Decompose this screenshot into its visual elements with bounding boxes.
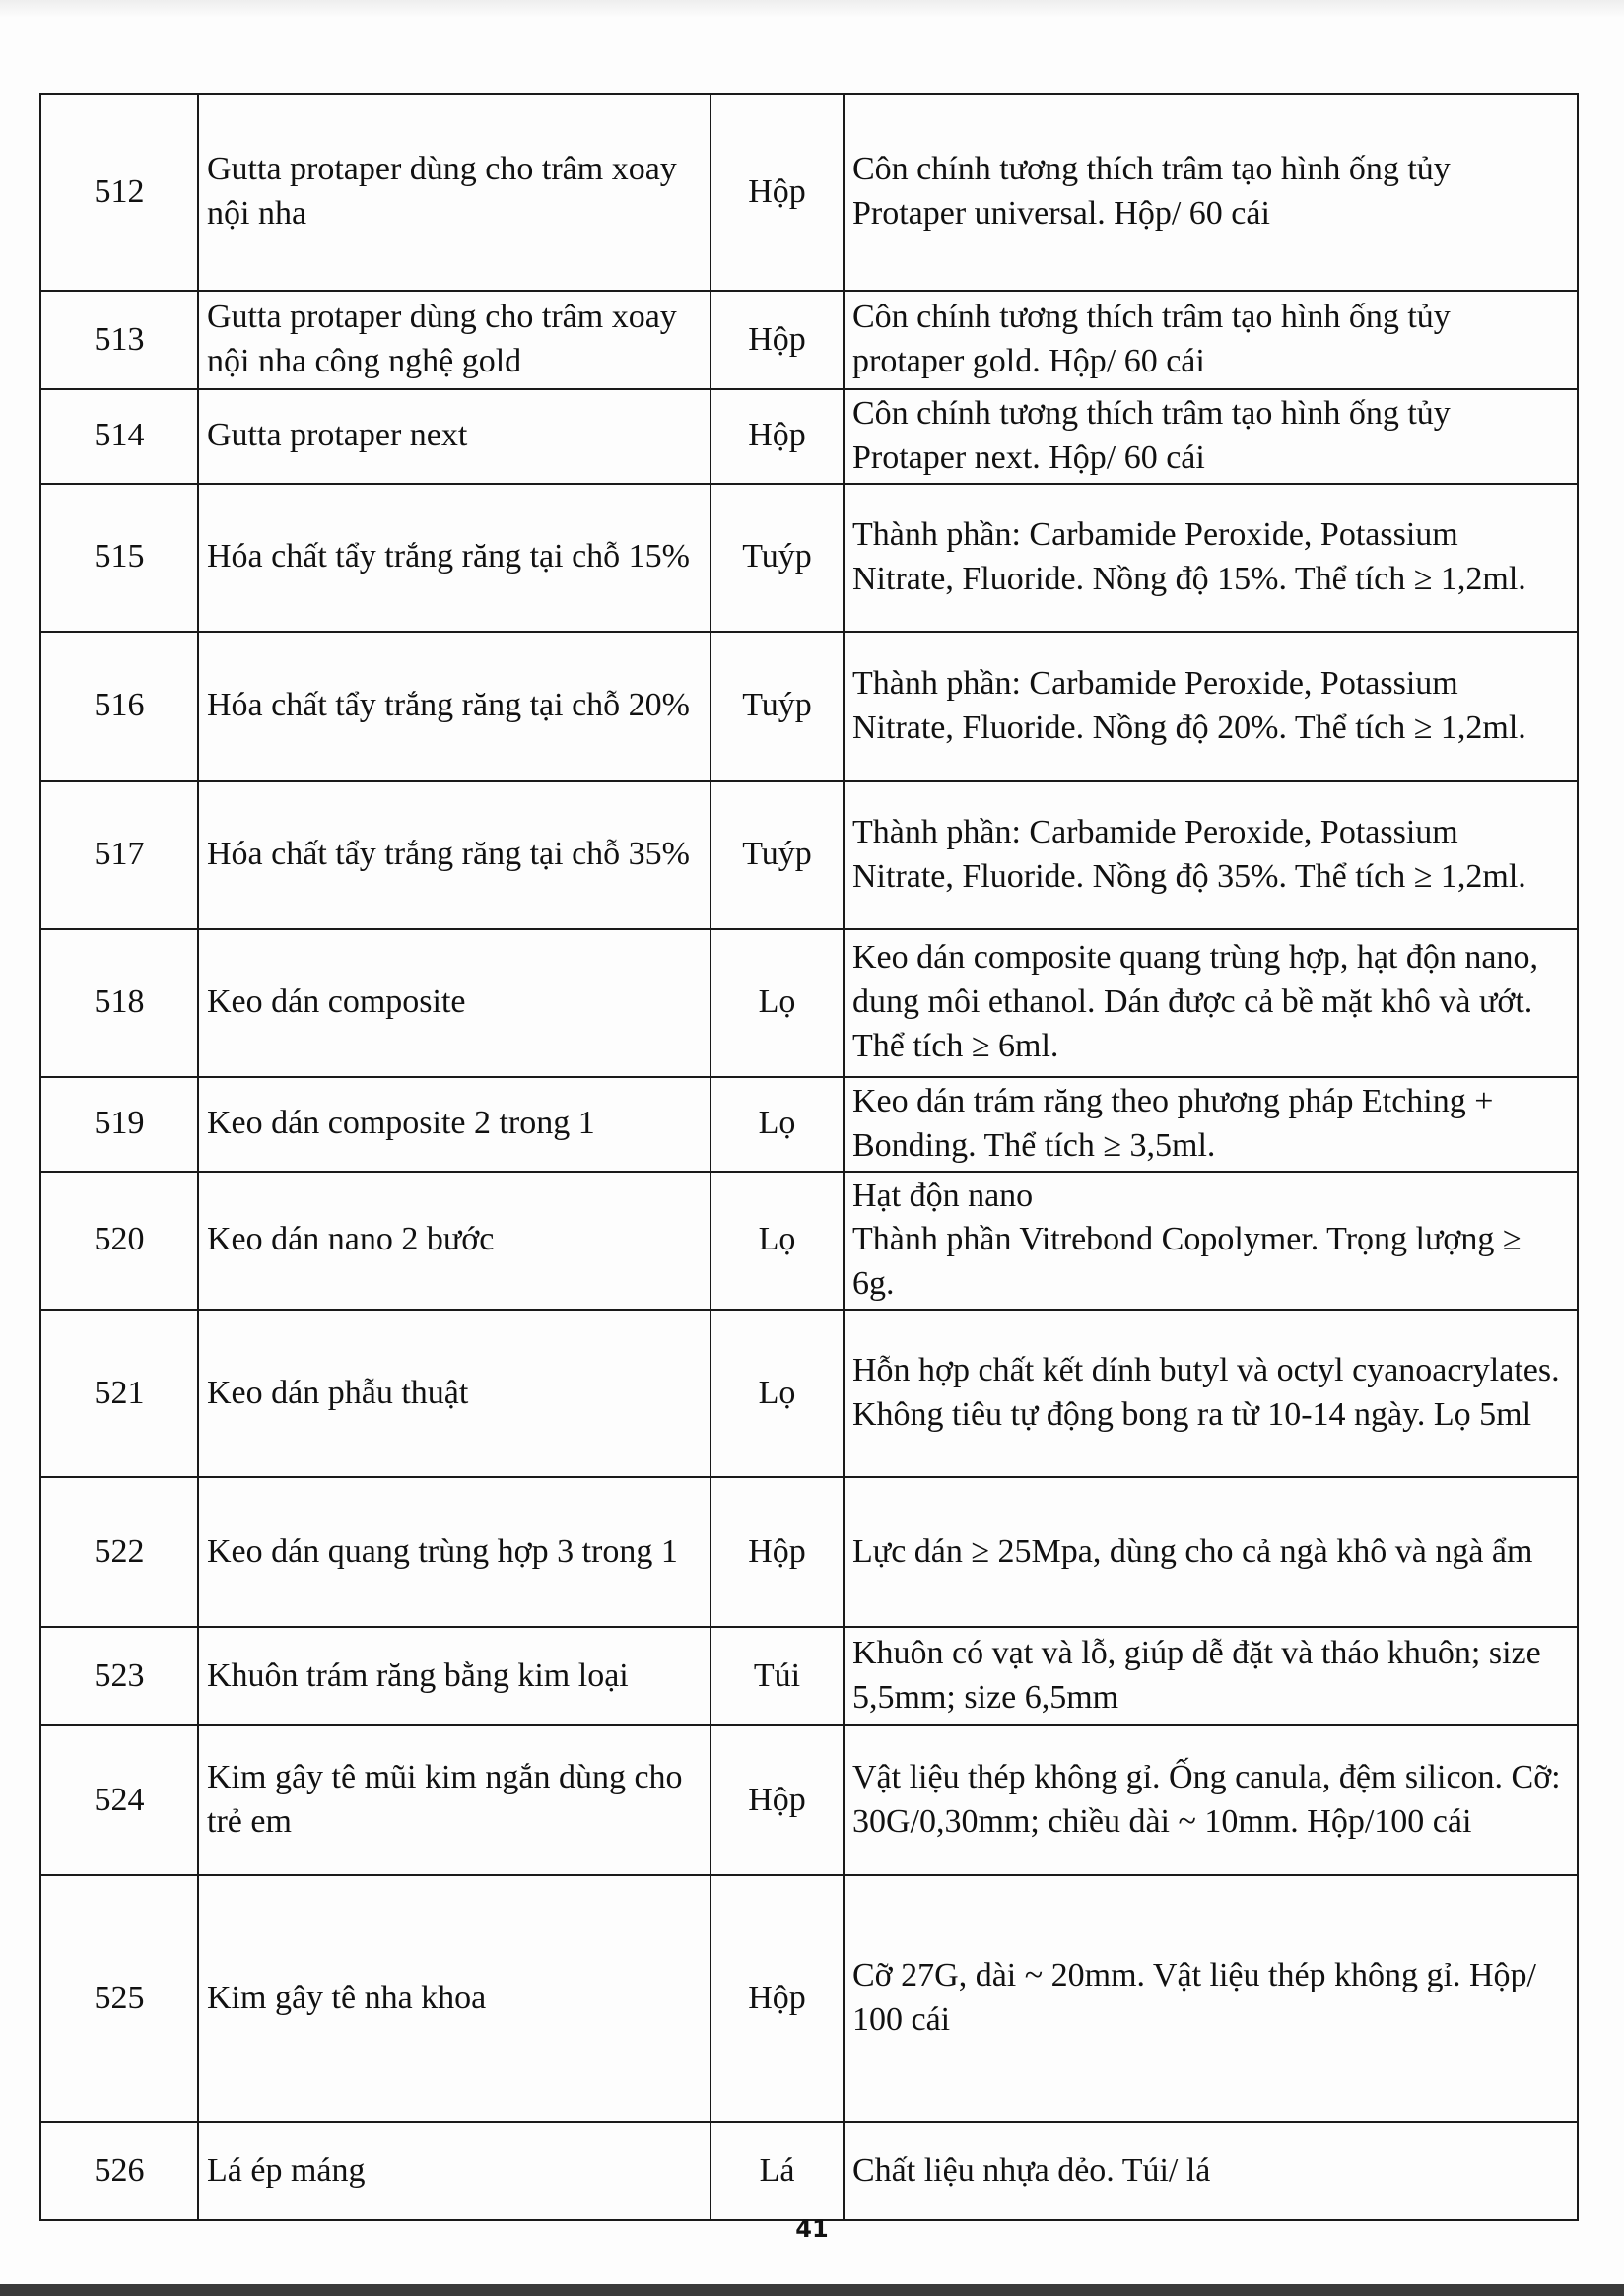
item-name: Lá ép máng (198, 2122, 710, 2220)
item-name: Keo dán composite 2 trong 1 (198, 1077, 710, 1172)
item-spec (844, 484, 1578, 632)
spec-line: Chất liệu nhựa dẻo. Túi/ lá (852, 2151, 1211, 2189)
item-unit: Lá (710, 2122, 844, 2220)
spec-line: Thành phần Vitrebond Copolymer. Trọng lượng ≥ 6g. (852, 1221, 1522, 1303)
table-row (40, 1077, 1578, 1172)
table-row (40, 389, 1578, 484)
item-spec (844, 1477, 1578, 1627)
spec-line: Thành phần: Carbamide Peroxide, Potassium (852, 813, 1458, 850)
row-number: 525 (40, 1875, 198, 2122)
row-number: 526 (40, 2122, 198, 2220)
spec-line: dung môi ethanol. Dán được cả bề mặt khô và ướt. (852, 983, 1533, 1021)
item-unit: Tuýp (710, 632, 844, 781)
item-name: Keo dán phẫu thuật (198, 1310, 710, 1477)
spec-line: 100 cái (852, 2001, 951, 2039)
item-unit: Lọ (710, 1172, 844, 1311)
spec-line: Protaper universal. Hộp/ 60 cái (852, 195, 1270, 232)
table-row (40, 1310, 1578, 1477)
item-spec (844, 94, 1578, 291)
table-row (40, 1725, 1578, 1875)
item-name: Keo dán quang trùng hợp 3 trong 1 (198, 1477, 710, 1627)
item-spec (844, 291, 1578, 389)
item-spec (844, 929, 1578, 1077)
item-unit: Hộp (710, 1875, 844, 2122)
item-unit: Lọ (710, 1077, 844, 1172)
spec-line: Cỡ 27G, dài ~ 20mm. Vật liệu thép không gỉ. Hộp/ (852, 1957, 1536, 1994)
row-number: 515 (40, 484, 198, 632)
item-unit: Hộp (710, 94, 844, 291)
spec-line: 30G/0,30mm; chiều dài ~ 10mm. Hộp/100 cái (852, 1803, 1472, 1841)
item-spec (844, 1875, 1578, 2122)
spec-line: Lực dán ≥ 25Mpa, dùng cho cả ngà khô và ngà ẩm (852, 1532, 1533, 1570)
item-spec (844, 389, 1578, 484)
table-row (40, 1172, 1578, 1311)
spec-line: Keo dán composite quang trùng hợp, hạt độn nano, (852, 939, 1538, 977)
spec-line: Nitrate, Fluoride. Nồng độ 20%. Thể tích ≥ 1,2ml. (852, 709, 1526, 746)
spec-line: Protaper next. Hộp/ 60 cái (852, 439, 1205, 476)
spec-line: Thể tích ≥ 6ml. (852, 1028, 1059, 1065)
spec-line: Thành phần: Carbamide Peroxide, Potassium (852, 515, 1458, 553)
scan-edge-top (0, 0, 1624, 18)
row-number: 518 (40, 929, 198, 1077)
item-unit: Hộp (710, 291, 844, 389)
item-name: Hóa chất tẩy trắng răng tại chỗ 15% (198, 484, 710, 632)
spec-line: Thành phần: Carbamide Peroxide, Potassium (852, 664, 1458, 702)
table-row (40, 2122, 1578, 2220)
item-unit: Lọ (710, 929, 844, 1077)
item-name: Gutta protaper next (198, 389, 710, 484)
scan-edge-bottom (0, 2284, 1624, 2296)
item-spec (844, 1310, 1578, 1477)
spec-line: Côn chính tương thích trâm tạo hình ống tủy (852, 395, 1451, 432)
spec-line: Keo dán trám răng theo phương pháp Etching + (852, 1082, 1494, 1119)
table-row (40, 94, 1578, 291)
item-unit: Hộp (710, 1725, 844, 1875)
spec-line: Không tiêu tự động bong ra từ 10-14 ngày. Lọ 5ml (852, 1396, 1532, 1434)
table-row (40, 291, 1578, 389)
spec-line: Bonding. Thể tích ≥ 3,5ml. (852, 1126, 1216, 1164)
item-spec (844, 1077, 1578, 1172)
table-row (40, 484, 1578, 632)
item-unit: Hộp (710, 389, 844, 484)
row-number: 514 (40, 389, 198, 484)
row-number: 522 (40, 1477, 198, 1627)
item-unit: Tuýp (710, 484, 844, 632)
spec-line: Nitrate, Fluoride. Nồng độ 35%. Thể tích ≥ 1,2ml. (852, 857, 1526, 895)
supplies-table (39, 93, 1579, 2221)
item-name: Keo dán composite (198, 929, 710, 1077)
item-name: Keo dán nano 2 bước (198, 1172, 710, 1311)
row-number: 512 (40, 94, 198, 291)
spec-line: Hạt độn nano (852, 1177, 1034, 1214)
item-name: Gutta protaper dùng cho trâm xoay nội nha (198, 94, 710, 291)
page-number: 41 (795, 2215, 829, 2243)
table-row (40, 1627, 1578, 1725)
item-spec (844, 1725, 1578, 1875)
row-number: 521 (40, 1310, 198, 1477)
spec-line: protaper gold. Hộp/ 60 cái (852, 343, 1205, 379)
row-number: 524 (40, 1725, 198, 1875)
table-row (40, 1875, 1578, 2122)
table-body (40, 94, 1578, 2220)
row-number: 513 (40, 291, 198, 389)
row-number: 523 (40, 1627, 198, 1725)
row-number: 516 (40, 632, 198, 781)
spec-line: Côn chính tương thích trâm tạo hình ống tủy (852, 299, 1451, 336)
item-unit: Túi (710, 1627, 844, 1725)
spec-line: 5,5mm; size 6,5mm (852, 1679, 1119, 1717)
item-spec (844, 2122, 1578, 2220)
table-row (40, 781, 1578, 929)
item-name: Kim gây tê nha khoa (198, 1875, 710, 2122)
item-name: Kim gây tê mũi kim ngắn dùng cho trẻ em (198, 1725, 710, 1875)
item-spec (844, 1627, 1578, 1725)
row-number: 519 (40, 1077, 198, 1172)
spec-line: Khuôn có vạt và lỗ, giúp dễ đặt và tháo khuôn; size (852, 1635, 1541, 1672)
item-unit: Lọ (710, 1310, 844, 1477)
item-name: Khuôn trám răng bằng kim loại (198, 1627, 710, 1725)
spec-line: Vật liệu thép không gỉ. Ống canula, đệm silicon. Cỡ: (852, 1759, 1561, 1796)
item-spec (844, 781, 1578, 929)
item-name: Hóa chất tẩy trắng răng tại chỗ 20% (198, 632, 710, 781)
spec-line: Nitrate, Fluoride. Nồng độ 15%. Thể tích ≥ 1,2ml. (852, 560, 1526, 597)
item-unit: Hộp (710, 1477, 844, 1627)
table-row (40, 632, 1578, 781)
item-unit: Tuýp (710, 781, 844, 929)
table-row (40, 929, 1578, 1077)
item-spec (844, 1172, 1578, 1311)
item-spec (844, 632, 1578, 781)
row-number: 520 (40, 1172, 198, 1311)
row-number: 517 (40, 781, 198, 929)
item-name: Hóa chất tẩy trắng răng tại chỗ 35% (198, 781, 710, 929)
table-row (40, 1477, 1578, 1627)
spec-line: Côn chính tương thích trâm tạo hình ống tủy (852, 151, 1451, 188)
spec-line: Hỗn hợp chất kết dính butyl và octyl cyanoacrylates. (852, 1352, 1560, 1389)
item-name: Gutta protaper dùng cho trâm xoay nội nha công nghệ gold (198, 291, 710, 389)
